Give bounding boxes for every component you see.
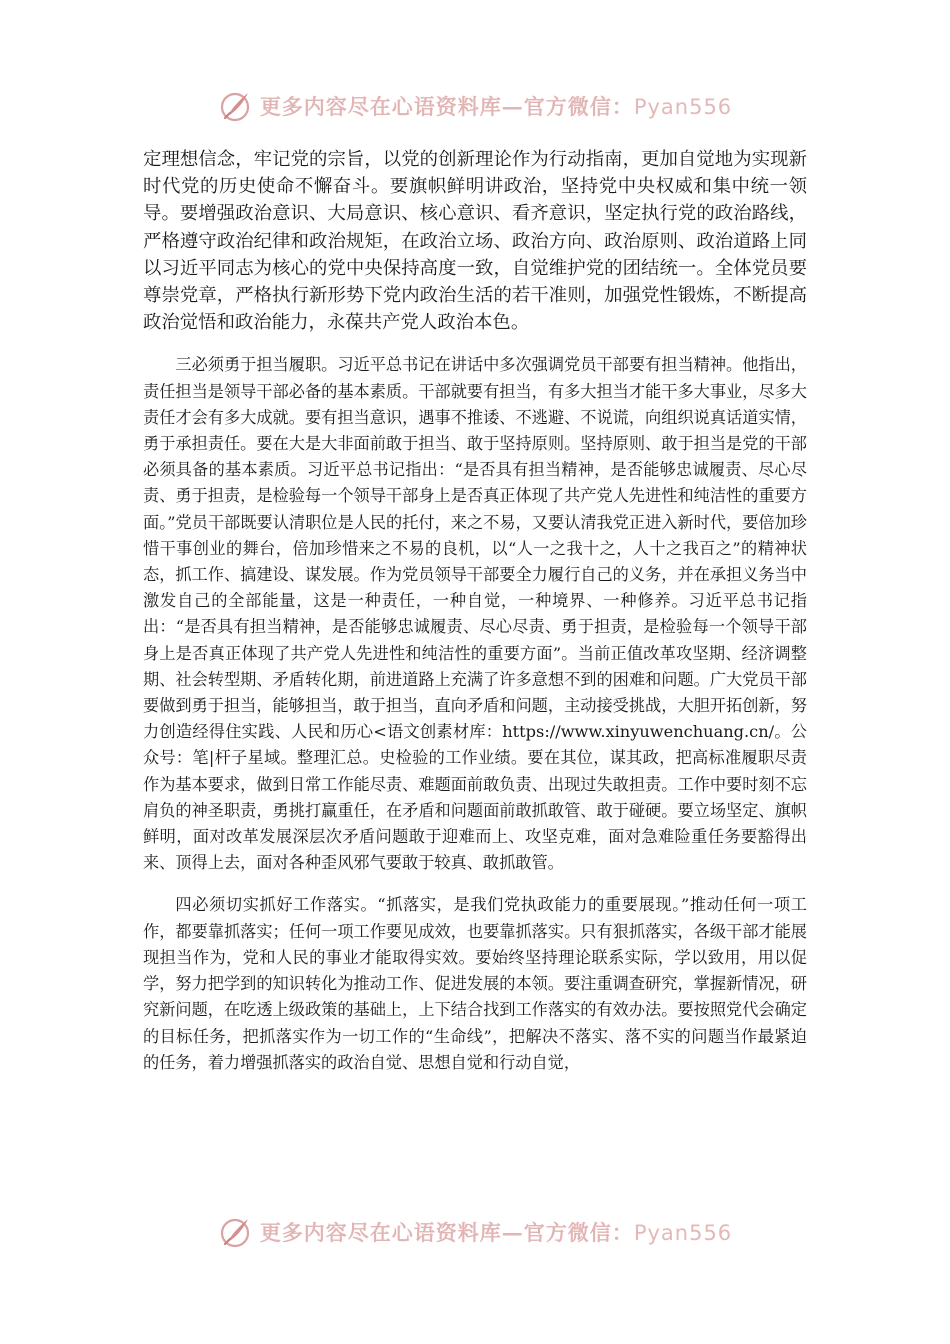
- watermark-label: 更多内容尽在心语资料库—官方微信：: [259, 94, 634, 119]
- watermark-handle: Pyan556: [633, 95, 733, 119]
- quill-pen-logo-icon: [218, 89, 252, 123]
- paragraph-3: 四必须切实抓好工作落实。“抓落实，是我们党执政能力的重要展现。”推动任何一项工作，都要靠抓落实；任何一项工作要见成效，也要靠抓落实。只有狠抓落实，各级干部才能展现担当作为，党和人民的事业才能取得实效。要始终坚持理论联系实际，学以致用，用以促学，努力把学到的知识转化为推动工作、促进发展的本领。要注重调查研究，掌握新情况，研究新问题，在吃透上级政策的基础上，上下结合找到工作落实的有效办法。要按照党代会确定的目标任务，把抓落实作为一切工作的“生命线”，把解决不落实、落不实的问题当作最紧迫的任务，着力增强抓落实的政治自觉、思想自觉和行动自觉，: [143, 895, 807, 1072]
- watermark-text: [260, 1217, 732, 1247]
- quill-pen-logo-icon: [218, 1215, 252, 1249]
- document-body: [143, 146, 807, 1076]
- footer-watermark: [0, 1210, 950, 1254]
- watermark-handle: Pyan556: [633, 1221, 733, 1245]
- watermark-label: 更多内容尽在心语资料库—官方微信：: [259, 1220, 634, 1245]
- paragraph-2: 三必须勇于担当履职。习近平总书记在讲话中多次强调党员干部要有担当精神。他指出，责任担当是领导干部必备的基本素质。干部就要有担当，有多大担当才能干多大事业，尽多大责任才会有多大成就。要有担当意识，遇事不推诿、不逃避、不说谎，向组织说真话道实情，勇于承担责任。要在大是大非面前敢于担当、敢于坚持原则。坚持原则、敢于担当是党的干部必须具备的基本素质。习近平总书记指出：“是否具有担当精神，是否能够忠诚履责、尽心尽责、勇于担责，是检验每一个领导干部身上是否真正体现了共产党人先进性和纯洁性的重要方面。”党员干部既要认清职位是人民的托付，来之不易，又要认清我党正进入新时代，要倍加珍惜干事创业的舞台，倍加珍惜来之不易的良机，以“人一之我十之，人十之我百之”的精神状态，抓工作、搞建设、谋发展。作为党员领导干部要全力履行自己的义务，并在承担义务当中激发自己的全部能量，这是一种责任，一种自觉，一种境界、一种修养。习近平总书记指出：“是否具有担当精神，是否能够忠诚履责、尽心尽责、勇于担责，是检验每一个领导干部身上是否真正体现了共产党人先进性和纯洁性的重要方面”。当前正值改革攻坚期、经济调整期、社会转型期、矛盾转化期，前进道路上充满了许多意想不到的困难和问题。广大党员干部要做到勇于担当，能够担当，敢于担当，直向矛盾和问题，主动接受挑战，大胆开拓创新，努力创造经得住实践、人民和历心<语文创素材库：https://www.xinyuwenchuang.cn/。公众号：笔|杆子星域。整理汇总。史检验的工作业绩。要在其位，谋其政，把高标准履职尽责作为基本要求，做到日常工作能尽责、难题面前敢负责、出现过失敢担责。工作中要时刻不忘肩负的神圣职责，勇挑打赢重任，在矛盾和问题面前敢抓敢管、敢于碰硬。要立场坚定、旗帜鲜明，面对改革发展深层次矛盾问题敢于迎难而上、攻坚克难，面对急难险重任务要豁得出来、顶得上去，面对各种歪风邪气要敢于较真、敢抓敢管。: [143, 355, 807, 873]
- watermark-text: [260, 91, 732, 121]
- header-watermark: [0, 84, 950, 128]
- paragraph-1: 定理想信念，牢记党的宗旨，以党的创新理论作为行动指南，更加自觉地为实现新时代党的历史使命不懈奋斗。要旗帜鲜明讲政治，坚持党中央权威和集中统一领导。要增强政治意识、大局意识、核心意识、看齐意识，坚定执行党的政治路线，严格遵守政治纪律和政治规矩，在政治立场、政治方向、政治原则、政治道路上同以习近平同志为核心的党中央保持高度一致，自觉维护党的团结统一。全体党员要尊崇党章，严格执行新形势下党内政治生活的若干准则，加强党性锻炼，不断提高政治觉悟和政治能力，永葆共产党人政治本色。: [143, 149, 807, 334]
